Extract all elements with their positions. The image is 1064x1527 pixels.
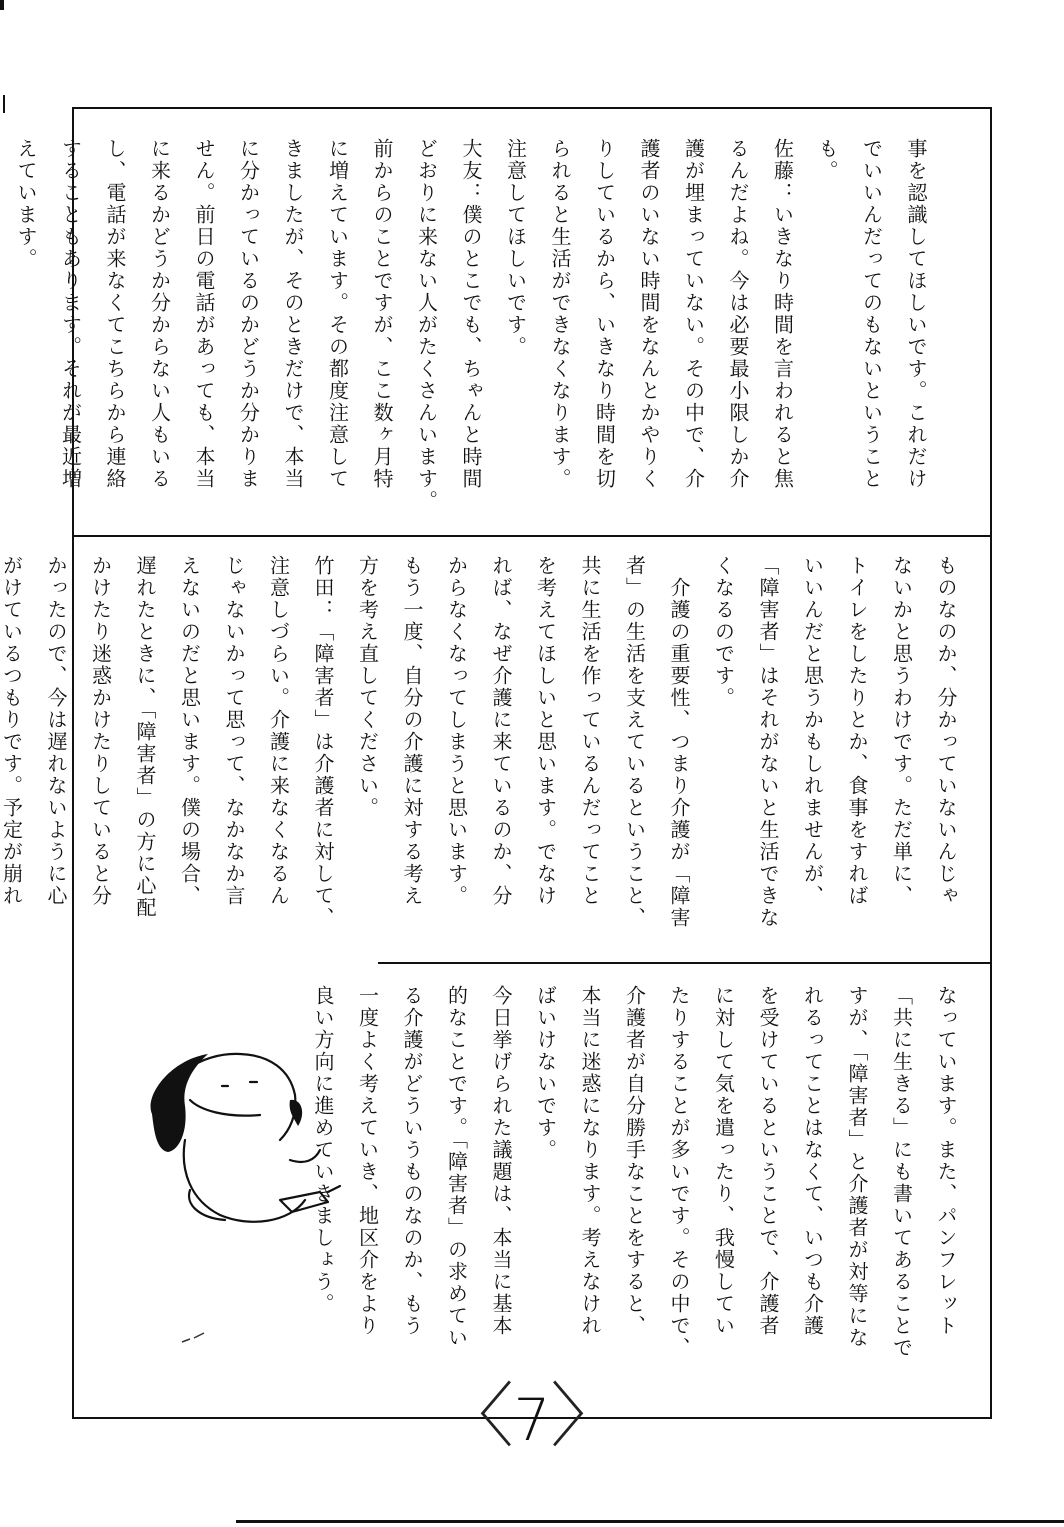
text-column-line: を考えてほしいと思います。でなけ [533,555,558,907]
text-block-middle [0,555,968,947]
text-column-line: ものなのか、分かっていないんじゃ [934,555,958,907]
text-column-line: ばいけないです。 [533,985,558,1161]
text-column-line: 前からのことですが、ここ数ヶ月特 [370,138,394,490]
text-column-line: いいんだと思うかもしれませんが、 [800,555,825,907]
text-column-line: 介護者が自分勝手なことをすると、 [622,985,647,1337]
text-column-line: きましたが、そのときだけで、本当 [281,138,305,490]
text-column-line: 大友：僕のとこでも、ちゃんと時間 [459,138,483,490]
text-column-line: 「障害者」はそれがないと生活できな [756,555,780,929]
text-column-line: すが、「障害者」と介護者が対等にな [845,985,869,1349]
section-divider-inner [378,962,992,964]
text-column-line: からなくなってしまうと思います。 [444,555,469,907]
text-column-line: 共に生活を作っているんだってこと [578,555,602,907]
text-column-line: に対して気を遣ったり、我慢してい [711,985,736,1337]
page-number-value: 7 [513,1386,551,1454]
text-column-line: に増えています。その都度注意して [325,138,350,490]
cartoon-character-illustration [130,1040,360,1250]
text-column-line: もう一度、自分の介護に対する考え [400,555,424,907]
text-column-line: ないかと思うわけです。ただ単に、 [889,555,914,907]
page-number [0,1360,1064,1461]
page-number-bracket-right: 〉 [550,1375,621,1457]
text-column-line: 本当に迷惑になります。考えなけれ [578,985,602,1337]
section-divider [72,535,992,537]
text-column-line: も。 [815,138,839,182]
text-column-line [0,138,4,520]
text-column-line: れば、なぜ介護に来ているのか、分 [489,555,513,907]
text-column-line: 方を考え直してください。 [355,555,380,819]
text-column-line: 今日挙げられた議題は、本当に基本 [489,985,513,1337]
text-column-line: 介護の重要性、つまり介護が「障害 [667,555,691,929]
scan-mark [236,1520,1064,1523]
text-column-line: 注意してほしいです。 [503,138,528,358]
text-block-top [14,138,938,520]
text-column-line: でいいんだってのもないということ [859,138,884,490]
page-number-bracket-left: 〈 [443,1375,514,1457]
text-column-line: かけたり迷惑かけたりしていると分 [88,555,113,907]
text-column-line: がけているつもりです。予定が崩れ [0,555,24,907]
text-column-line: トイレをしたりとか、食事をすれば [845,555,869,907]
text-column-line: られると生活ができなくなります。 [548,138,572,490]
text-column-line: えないのだと思います。僕の場合、 [177,555,202,907]
text-column-line: じゃないかって思って、なかなか言 [222,555,246,907]
text-column-line: 注意しづらい。介護に来なくなるん [266,555,291,907]
text-column-line: 的なことです。「障害者」の求めてい [444,985,469,1349]
text-column-line: 者」の生活を支えているということ、 [622,555,647,929]
text-column-line: せん。前日の電話があっても、本当 [192,138,216,490]
scan-mark [3,95,5,113]
text-column-line: かったので、今は遅れないように心 [44,555,68,907]
text-column-line: れるってことはなくて、いつも介護 [800,985,825,1337]
text-column-line: るんだよね。今は必要最小限しか介 [726,138,750,490]
text-column-line: 佐藤：いきなり時間を言われると焦 [770,138,795,490]
ink-speck [180,1330,210,1344]
text-column-line: えています。 [14,138,38,270]
text-column-line: たりすることが多いです。その中で、 [667,985,691,1359]
text-column-line: 良い方向に進めていきましょう。 [311,985,335,1315]
text-column-line: 「共に生きる」にも書いてあることで [889,985,914,1359]
text-column-line: どおりに来ない人がたくさんいます。 [414,138,439,512]
text-column-line: 護が埋まっていない。その中で、介 [681,138,706,490]
text-column-line: することもあります。それが最近増 [58,138,83,490]
text-column-line: りしているから、いきなり時間を切 [592,138,617,490]
text-column-line: なっています。また、パンフレット [934,985,958,1337]
text-column-line: 事を認識してほしいです。これだけ [904,138,928,490]
text-column-line: 護者のいない時間をなんとかやりく [637,138,661,490]
text-column-line: 竹田：「障害者」は介護者に対して、 [311,555,335,929]
text-column-line: 一度よく考えていき、地区介をより [355,985,380,1337]
text-column-line: る介護がどういうものなのか、もう [400,985,424,1337]
text-column-line: を受けているということで、介護者 [756,985,780,1337]
text-column-line: し、電話が来なくてこちらから連絡 [103,138,127,490]
scan-mark [0,0,4,10]
text-block-bottom [311,985,968,1385]
text-column-line: に分かっているのかどうか分かりま [236,138,261,490]
text-column-line: 遅れたときに、「障害者」の方に心配 [133,555,157,919]
text-column-line: くなるのです。 [711,555,736,709]
text-column-line: に来るかどうか分からない人もいる [147,138,172,490]
